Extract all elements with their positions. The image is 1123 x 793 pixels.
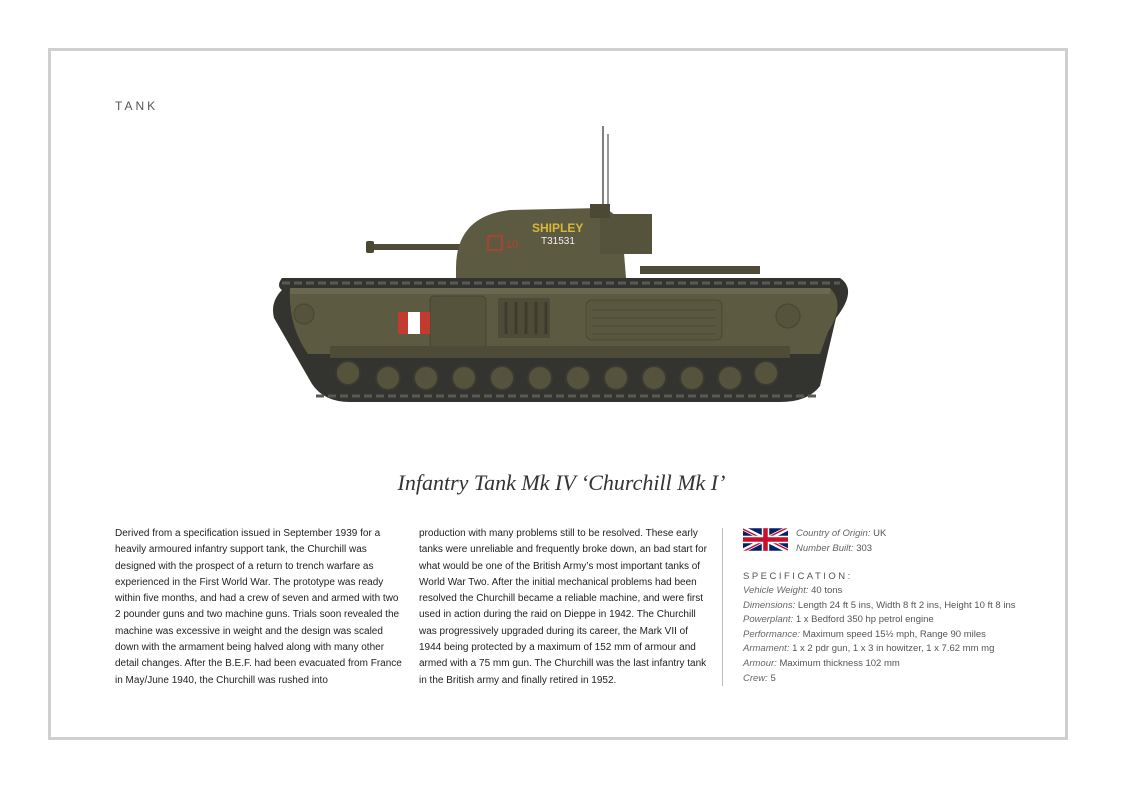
spec-row: Armour: Maximum thickness 102 mm — [743, 657, 900, 669]
category-label: TANK — [115, 99, 159, 113]
origin-row: Country of Origin: UK — [796, 528, 887, 539]
spec-row: Performance: Maximum speed 15½ mph, Range 90 miles — [743, 628, 986, 640]
origin-row: Number Built: 303 — [796, 543, 873, 554]
spec-row: Powerplant: 1 x Bedford 350 hp petrol engine — [743, 614, 934, 626]
spec-row: Armament: 1 x 2 pdr gun, 1 x 3 in howitzer, 1 x 7.62 mm mg — [743, 643, 995, 655]
spec-row: Dimensions: Length 24 ft 5 ins, Width 8 ft 2 ins, Height 10 ft 8 ins — [743, 599, 1016, 611]
description-column-1: Derived from a specification issued in September 1939 for a heavily armoured infantry support tank, the Churchill was designed with the prospect of a return to trench warfare as experienced in the First World War. The prototype was ready within five months, and had a crew of seven and armed with two 2 pounder guns and two machine guns. Trials soon revealed the machine was excessive in weight and the design was scaled down with the armament being halved along with many other detail changes. After the B.E.F. had been evacuated from France in May/June 1940, the Churchill was rushed into — [115, 528, 402, 686]
spec-row: Crew: 5 — [743, 672, 776, 684]
origin-info — [796, 526, 886, 556]
spec-row: Vehicle Weight: 40 tons — [743, 585, 843, 596]
tank-serial-marking: T31531 — [541, 236, 575, 247]
turret-number: 10 — [506, 239, 519, 251]
vehicle-title: Infantry Tank Mk IV ‘Churchill Mk I’ — [397, 470, 726, 495]
description-column-2: production with many problems still to be resolved. These early tanks were unreliable and frequently broke down, an bad start for what would be one of the British Army’s most important tanks of World War Two. After the initial mechanical problems had been resolved the Churchill became a reliable machine, and were first used in action during the raid on Dieppe in 1942. The Churchill was progressively upgraded during its career, the Mark VII of 1944 being protected by a maximum of 152 mm of armour and armed with a 75 mm gun. The Churchill was the last infantry tank in the British army and finally retired in 1952. — [419, 528, 707, 686]
tank-name-marking: SHIPLEY — [532, 221, 584, 235]
specification-list — [743, 584, 1063, 686]
union-jack-flag-icon — [743, 528, 788, 551]
specification-heading: SPECIFICATION: — [743, 571, 853, 582]
tank-illustration — [260, 118, 860, 418]
column-divider — [722, 528, 723, 686]
